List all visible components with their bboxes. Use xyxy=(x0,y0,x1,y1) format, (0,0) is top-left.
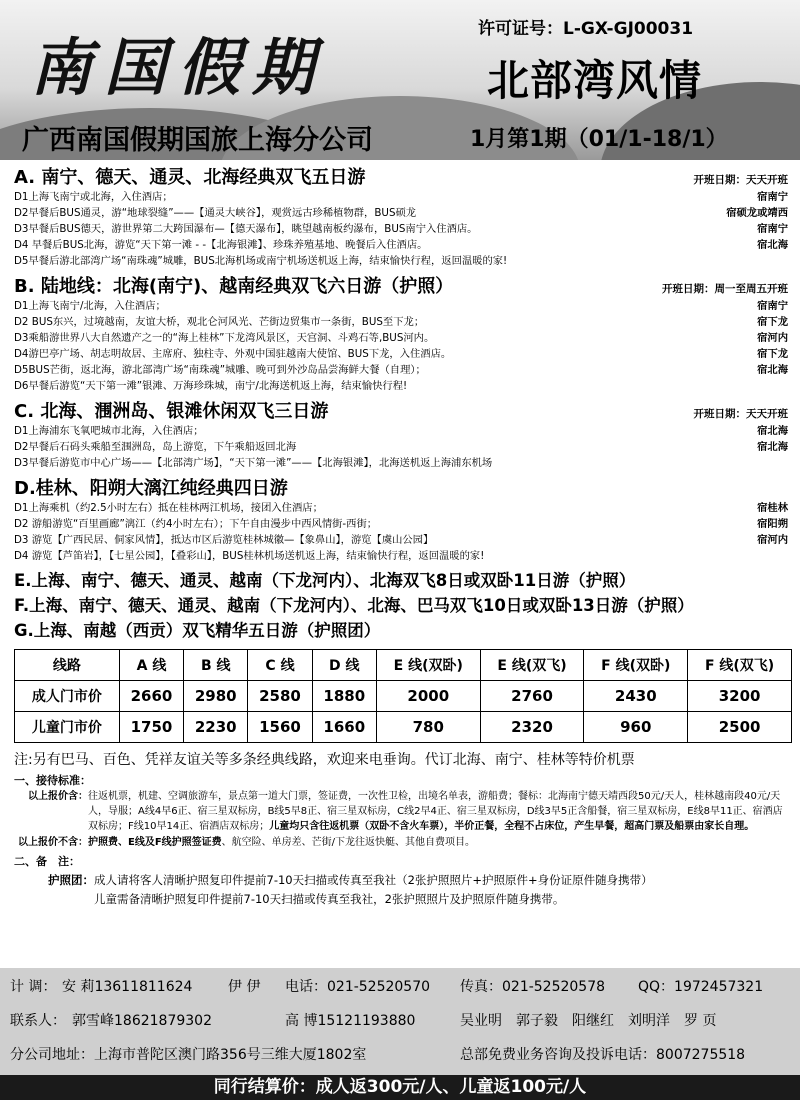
table-header-cell: E 线(双卧) xyxy=(376,650,480,681)
peer-settlement-banner: 同行结算价：成人返300元/人、儿童返100元/人 xyxy=(0,1075,800,1100)
table-row xyxy=(15,681,792,712)
itinerary-day xyxy=(14,362,788,378)
day-stay: 宿下龙 xyxy=(757,316,788,328)
itinerary-day xyxy=(14,298,788,314)
phone-number: 电话：021-52520570 xyxy=(285,979,431,995)
day-description: D4 游览【芦笛岩】，【七星公园】，【叠彩山】，BUS桂林机场送机返上海，结束愉快行程，返回温暖的家! xyxy=(14,550,485,562)
table-row xyxy=(15,712,792,743)
table-header-cell: D 线 xyxy=(312,650,376,681)
planner-label: 计 调： xyxy=(10,979,57,995)
route-f-title: F.上海、南宁、德天、通灵、越南（下龙河内）、北海、巴马双飞10日或双卧13日游（护照） xyxy=(14,596,694,615)
table-header-cell: 线路 xyxy=(15,650,120,681)
day-stay xyxy=(782,548,788,564)
branch-address: 分公司地址：上海市普陀区澳门路356号三维大厦1802室 xyxy=(10,1047,367,1063)
passport-adult-note: 成人请将客人清晰护照复印件提前7-10天扫描或传真至我社（2张护照照片+护照原件+身份证原件随身携带） xyxy=(94,873,653,887)
day-description: D5BUS芒街，返北海，游北部湾广场“南珠魂”城雕、晚可到外沙岛品尝海鲜大餐（自理）； xyxy=(14,364,426,376)
passport-section xyxy=(14,871,788,909)
issue-period: 1月第1期（01/1-18/1） xyxy=(470,127,728,152)
day-stay: 宿北海 xyxy=(757,239,788,251)
company-name: 广西南国假期国旅上海分公司 xyxy=(22,125,373,156)
table-header-cell: A 线 xyxy=(119,650,183,681)
day-description: D4游巴亭广场、胡志明故居、主席府、独柱寺、外观中国驻越南大使馆、BUS下龙，入住酒店。 xyxy=(14,348,452,360)
main-content xyxy=(14,163,788,909)
route-title: C. 北海、涠洲岛、银滩休闲双飞三日游 xyxy=(14,401,329,422)
table-header-cell: F 线(双飞) xyxy=(688,650,792,681)
extra-routes-note: 注:另有巴马、百色、凭祥友谊关等多条经典线路，欢迎来电垂询。代订北海、南宁、桂林等特价机票 xyxy=(14,752,635,768)
route-title: D.桂林、阳朔大漓江纯经典四日游 xyxy=(14,478,288,499)
slogan-title: 北部湾风情 xyxy=(487,56,703,105)
itinerary-day xyxy=(14,516,788,532)
included-label: 以上报价含： xyxy=(28,791,88,802)
standards-title: 一、接待标准： xyxy=(14,774,91,787)
excluded-section xyxy=(14,835,788,850)
day-description: D3 游览【广西民居、侗家风情】，抵达市区后游览桂林城徽—【象鼻山】，游览【虞山公园】 xyxy=(14,534,434,546)
price-cell: 2320 xyxy=(480,712,584,743)
day-description: D2 BUS东兴，过境越南，友谊大桥，观北仑河风光、芒街边贸集市一条街，BUS至下龙； xyxy=(14,316,425,328)
price-cell: 2580 xyxy=(248,681,312,712)
price-cell: 2980 xyxy=(184,681,248,712)
day-description: D3乘船游世界八大自然遗产之一的“海上桂林”下龙湾风景区，天宫洞、斗鸡石等,BUS河内。 xyxy=(14,332,435,344)
itinerary-day xyxy=(14,189,788,205)
contact-person: 郭雪峰18621879302 xyxy=(72,1013,212,1029)
itinerary-day xyxy=(14,237,788,253)
remarks-title: 二、备 注： xyxy=(14,855,80,868)
itinerary-day xyxy=(14,423,788,439)
price-cell: 2760 xyxy=(480,681,584,712)
price-cell: 3200 xyxy=(688,681,792,712)
route-a xyxy=(14,163,788,269)
day-stay: 宿北海 xyxy=(757,425,788,437)
qq-number: QQ：1972457321 xyxy=(638,979,764,995)
price-cell: 960 xyxy=(584,712,688,743)
day-stay xyxy=(782,378,788,394)
route-schedule: 开班日期：天天开班 xyxy=(693,408,788,420)
route-title: B. 陆地线：北海(南宁)、越南经典双飞六日游（护照） xyxy=(14,276,454,297)
day-stay: 宿南宁 xyxy=(757,300,788,312)
day-description: D3早餐后BUS德天，游世界第二大跨国瀑布—【德天瀑布】，眺望越南板约瀑布，BUS南宁入住酒店。 xyxy=(14,223,478,235)
day-description: D2 游船游览“百里画廊”漓江（约4小时左右）；下午自由漫步中西风情街-西街； xyxy=(14,518,378,530)
route-b xyxy=(14,272,788,394)
route-d xyxy=(14,474,788,564)
contact-label: 联系人： xyxy=(10,1013,66,1029)
passport-label: 护照团： xyxy=(48,873,94,887)
excluded-text: 、航空险、单房差、芒街/下龙往返快艇、其他自费项目。 xyxy=(221,837,476,848)
route-title: A. 南宁、德天、通灵、北海经典双飞五日游 xyxy=(14,167,366,188)
excluded-passport-fee: 护照费、E线及F线护照签证费 xyxy=(88,837,222,848)
day-stay: 宿河内 xyxy=(757,332,788,344)
passport-child-note: 儿童需备清晰护照复印件提前7-10天扫描或传真至我社，2张护照照片及护照原件随身携带。 xyxy=(94,892,565,906)
hotline: 总部免费业务咨询及投诉电话：8007275518 xyxy=(460,1047,746,1063)
price-cell: 1560 xyxy=(248,712,312,743)
price-cell: 2000 xyxy=(376,681,480,712)
itinerary-day xyxy=(14,378,788,394)
row-label: 儿童门市价 xyxy=(15,712,120,743)
day-stay: 宿南宁 xyxy=(757,223,788,235)
table-header-row xyxy=(15,650,792,681)
itinerary-day xyxy=(14,548,788,564)
table-header-cell: E 线(双飞) xyxy=(480,650,584,681)
license-number: 许可证号：L-GX-GJ00031 xyxy=(478,19,694,39)
day-stay: 宿桂林 xyxy=(757,502,788,514)
price-cell: 1750 xyxy=(119,712,183,743)
day-description: D2早餐后石码头乘船至涠洲岛，岛上游览，下午乘船返回北海 xyxy=(14,441,297,453)
day-description: D1上海浦东飞氧吧城市北海，入住酒店； xyxy=(14,425,204,437)
table-header-cell: B 线 xyxy=(184,650,248,681)
itinerary-day xyxy=(14,221,788,237)
table-header-cell: F 线(双卧) xyxy=(584,650,688,681)
planner-contact: 安 莉13611811624 xyxy=(62,979,193,995)
price-cell: 780 xyxy=(376,712,480,743)
included-section xyxy=(14,789,788,834)
price-cell: 1660 xyxy=(312,712,376,743)
route-c xyxy=(14,397,788,471)
table-header-cell: C 线 xyxy=(248,650,312,681)
price-cell: 1880 xyxy=(312,681,376,712)
day-stay: 宿阳朔 xyxy=(757,518,788,530)
day-stay: 宿北海 xyxy=(757,364,788,376)
day-stay: 宿南宁 xyxy=(757,191,788,203)
price-cell: 2500 xyxy=(688,712,792,743)
excluded-label: 以上报价不含： xyxy=(18,837,88,848)
day-description: D3早餐后游览市中心广场——【北部湾广场】，“天下第一滩”——【北海银滩】，北海送机返上海浦东机场 xyxy=(14,457,493,469)
itinerary-day xyxy=(14,532,788,548)
price-cell: 2660 xyxy=(119,681,183,712)
day-stay: 宿河内 xyxy=(757,534,788,546)
brand-logo: 南国假期 xyxy=(30,31,327,104)
day-stay: 宿北海 xyxy=(757,441,788,453)
day-description: D5早餐后游北部湾广场“南珠魂”城雕，BUS北海机场或南宁机场送机返上海，结束愉快行程，返回温暖的家! xyxy=(14,255,508,267)
route-g-title: G.上海、南越（西贡）双飞精华五日游（护照团） xyxy=(14,621,381,640)
route-e-title: E.上海、南宁、德天、通灵、越南（下龙河内）、北海双飞8日或双卧11日游（护照） xyxy=(14,571,636,590)
price-cell: 2430 xyxy=(584,681,688,712)
day-description: D1上海飞南宁/北海，入住酒店； xyxy=(14,300,166,312)
planner-contact-2: 伊 伊 xyxy=(228,979,261,995)
included-children-note: 儿童均只含往返机票（双卧不含火车票），半价正餐，全程不占床位，产生早餐，超高门票及船票由家长自理。 xyxy=(269,821,755,832)
other-contacts: 吴业明 郭子毅 阳继红 刘明洋 罗 页 xyxy=(460,1013,717,1029)
day-description: D4 早餐后BUS北海，游览“天下第一滩 - -【北海银滩】、珍珠养殖基地、晚餐后入住酒店。 xyxy=(14,239,428,251)
header-banner xyxy=(0,0,800,160)
day-description: D1上海乘机（约2.5小时左右）抵在桂林两江机场，接团入住酒店； xyxy=(14,502,323,514)
day-description: D2早餐后BUS通灵，游“地球裂缝”——【通灵大峡谷】，观赏远古珍稀植物群，BUS硕龙 xyxy=(14,207,417,219)
contact-panel xyxy=(0,968,800,1075)
day-description: D1上海飞南宁或北海，入住酒店； xyxy=(14,191,173,203)
row-label: 成人门市价 xyxy=(15,681,120,712)
route-schedule: 开班日期：天天开班 xyxy=(693,174,788,186)
itinerary-day xyxy=(14,439,788,455)
day-stay xyxy=(782,253,788,269)
itinerary-day xyxy=(14,205,788,221)
route-schedule: 开班日期：周一至周五开班 xyxy=(662,283,788,295)
price-cell: 2230 xyxy=(184,712,248,743)
itinerary-day xyxy=(14,455,788,471)
day-stay: 宿下龙 xyxy=(757,348,788,360)
included-text: 往返机票，机建、空调旅游车，景点第一道大门票，签证费，一次性卫检，出境名单表，游船费；餐标：北海南宁德天靖西段50元/天人，桂林越南段40元/天人，导服；A线4早6正、宿三星双标房，B线5早8正、宿三星双标房，C线2早4正、宿三星双标房，D线3早5正含船餐，宿三星双标房，E线8早11正、宿酒店双标房；F线10早14正、宿酒店双标房； xyxy=(88,791,783,832)
itinerary-day xyxy=(14,500,788,516)
itinerary-day xyxy=(14,330,788,346)
day-stay: 宿硕龙或靖西 xyxy=(726,207,788,219)
price-table xyxy=(14,649,792,743)
itinerary-day xyxy=(14,314,788,330)
contact-person-2: 高 博15121193880 xyxy=(285,1013,416,1029)
day-description: D6早餐后游览“天下第一滩”银滩、万海珍珠城，南宁/北海送机返上海，结束愉快行程! xyxy=(14,380,408,392)
day-stay xyxy=(782,455,788,471)
itinerary-day xyxy=(14,253,788,269)
itinerary-day xyxy=(14,346,788,362)
fax-number: 传真：021-52520578 xyxy=(460,979,606,995)
